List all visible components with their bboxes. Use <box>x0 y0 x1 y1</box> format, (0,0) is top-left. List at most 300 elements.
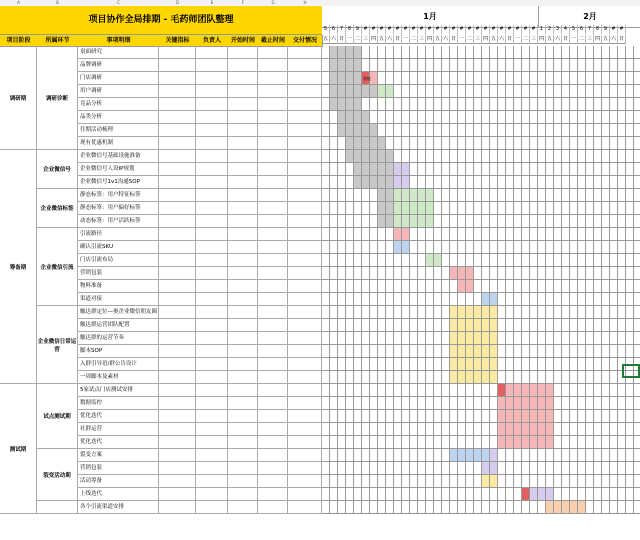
empty-cell[interactable] <box>288 501 322 514</box>
empty-cell[interactable] <box>196 215 228 228</box>
empty-cell[interactable] <box>228 176 258 189</box>
empty-cell[interactable] <box>196 488 228 501</box>
task-name[interactable]: 现有优惠机制 <box>78 137 159 150</box>
empty-cell[interactable] <box>258 280 288 293</box>
gantt-gridline <box>394 124 402 137</box>
empty-cell[interactable] <box>288 150 322 163</box>
empty-cell[interactable] <box>288 215 322 228</box>
task-name[interactable]: 裂变方案 <box>78 449 159 462</box>
gantt-gridline <box>426 475 434 488</box>
section-cell[interactable]: 试点测试期 <box>37 384 78 449</box>
gantt-gridline <box>330 293 338 306</box>
empty-cell[interactable] <box>196 111 228 124</box>
empty-cell[interactable] <box>196 384 228 397</box>
empty-cell[interactable] <box>228 137 258 150</box>
gantt-gridline <box>418 449 426 462</box>
empty-cell[interactable] <box>288 85 322 98</box>
empty-cell[interactable] <box>258 85 288 98</box>
header-0[interactable]: 项目阶段 <box>0 35 38 47</box>
empty-cell[interactable] <box>159 46 196 59</box>
empty-cell[interactable] <box>258 345 288 358</box>
empty-cell[interactable] <box>159 176 196 189</box>
empty-cell[interactable] <box>228 202 258 215</box>
empty-cell[interactable] <box>196 72 228 85</box>
empty-cell[interactable] <box>159 293 196 306</box>
gantt-gridline <box>338 228 346 241</box>
gantt-gridline <box>354 410 362 423</box>
gantt-gridline <box>530 85 538 98</box>
empty-cell[interactable] <box>196 410 228 423</box>
task-name[interactable]: 一周脚本及素材 <box>78 371 159 384</box>
task-name[interactable]: 入群引导语/群公告设计 <box>78 358 159 371</box>
gantt-gridline <box>626 176 634 189</box>
empty-cell[interactable] <box>288 345 322 358</box>
empty-cell[interactable] <box>196 462 228 475</box>
gantt-gridline <box>618 176 626 189</box>
empty-cell[interactable] <box>228 254 258 267</box>
empty-cell[interactable] <box>196 306 228 319</box>
empty-cell[interactable] <box>196 280 228 293</box>
empty-cell[interactable] <box>159 384 196 397</box>
gantt-gridline <box>466 267 474 280</box>
empty-cell[interactable] <box>228 358 258 371</box>
empty-cell[interactable] <box>288 241 322 254</box>
empty-cell[interactable] <box>228 501 258 514</box>
task-name[interactable]: 优化迭代 <box>78 436 159 449</box>
gantt-gridline <box>602 163 610 176</box>
gantt-gridline <box>538 111 546 124</box>
task-name[interactable]: 动态标签：用户活跃标签 <box>78 215 159 228</box>
empty-cell[interactable] <box>258 384 288 397</box>
gantt-gridline <box>418 72 426 85</box>
task-name[interactable]: 触达群运营团队配置 <box>78 319 159 332</box>
empty-cell[interactable] <box>159 215 196 228</box>
gantt-gridline <box>450 215 458 228</box>
task-name[interactable]: 触达群定位—奥企业微信朋友圈 <box>78 306 159 319</box>
task-name[interactable]: 用户调研 <box>78 85 159 98</box>
gantt-gridline <box>386 124 394 137</box>
empty-cell[interactable] <box>228 241 258 254</box>
column-letter-c[interactable]: C <box>78 0 160 6</box>
gantt-gridline <box>498 267 506 280</box>
empty-cell[interactable] <box>288 306 322 319</box>
task-name[interactable]: 企业微信号人设IP规划 <box>78 163 159 176</box>
gantt-gridline <box>386 241 394 254</box>
empty-cell[interactable] <box>228 189 258 202</box>
header-1[interactable]: 所属环节 <box>37 35 79 47</box>
column-letter-g[interactable]: G <box>258 0 289 6</box>
empty-cell[interactable] <box>258 397 288 410</box>
empty-cell[interactable] <box>159 59 196 72</box>
empty-cell[interactable] <box>258 488 288 501</box>
header-6[interactable]: 截止时间 <box>258 35 289 47</box>
empty-cell[interactable] <box>288 176 322 189</box>
empty-cell[interactable] <box>196 345 228 358</box>
empty-cell[interactable] <box>159 475 196 488</box>
empty-cell[interactable] <box>258 163 288 176</box>
gantt-gridline <box>554 397 562 410</box>
empty-cell[interactable] <box>258 254 288 267</box>
task-name[interactable]: 数据监控 <box>78 397 159 410</box>
task-name[interactable]: 上线迭代 <box>78 488 159 501</box>
empty-cell[interactable] <box>258 72 288 85</box>
empty-cell[interactable] <box>258 423 288 436</box>
gantt-gridline <box>626 150 634 163</box>
empty-cell[interactable] <box>228 488 258 501</box>
section-cell[interactable]: 调研诊断 <box>37 46 78 150</box>
empty-cell[interactable] <box>288 228 322 241</box>
empty-cell[interactable] <box>258 59 288 72</box>
header-5[interactable]: 开始时间 <box>228 35 259 47</box>
empty-cell[interactable] <box>258 449 288 462</box>
gantt-gridline <box>538 345 546 358</box>
empty-cell[interactable] <box>288 254 322 267</box>
column-letter-b[interactable]: B <box>37 0 79 6</box>
empty-cell[interactable] <box>258 267 288 280</box>
empty-cell[interactable] <box>228 462 258 475</box>
empty-cell[interactable] <box>228 475 258 488</box>
gantt-gridline <box>386 280 394 293</box>
column-letter-a[interactable]: A <box>0 0 38 6</box>
empty-cell[interactable] <box>258 98 288 111</box>
empty-cell[interactable] <box>258 215 288 228</box>
gantt-gridline <box>626 137 634 150</box>
section-cell[interactable]: 企业微信号 <box>37 150 78 189</box>
empty-cell[interactable] <box>288 436 322 449</box>
empty-cell[interactable] <box>159 280 196 293</box>
phase-cell[interactable]: 测试期 <box>0 384 37 514</box>
empty-cell[interactable] <box>228 111 258 124</box>
empty-cell[interactable] <box>258 410 288 423</box>
empty-cell[interactable] <box>159 85 196 98</box>
empty-cell[interactable] <box>159 254 196 267</box>
task-name[interactable]: 营销包装 <box>78 267 159 280</box>
task-name[interactable]: 桌面研究 <box>78 46 159 59</box>
empty-cell[interactable] <box>159 319 196 332</box>
empty-cell[interactable] <box>288 488 322 501</box>
empty-cell[interactable] <box>228 423 258 436</box>
gantt-gridline <box>402 215 410 228</box>
column-letter-f[interactable]: F <box>228 0 259 6</box>
gantt-gridline <box>346 98 354 111</box>
empty-cell[interactable] <box>159 410 196 423</box>
column-letter-h[interactable]: H <box>288 0 323 6</box>
empty-cell[interactable] <box>159 397 196 410</box>
empty-cell[interactable] <box>196 319 228 332</box>
weekday: 六 <box>554 36 560 42</box>
empty-cell[interactable] <box>288 280 322 293</box>
gantt-gridline <box>578 85 586 98</box>
empty-cell[interactable] <box>159 423 196 436</box>
empty-cell[interactable] <box>288 319 322 332</box>
empty-cell[interactable] <box>258 124 288 137</box>
empty-cell[interactable] <box>228 410 258 423</box>
gantt-gridline <box>522 475 530 488</box>
empty-cell[interactable] <box>159 124 196 137</box>
task-name[interactable]: 优化迭代 <box>78 410 159 423</box>
gantt-gridline <box>514 59 522 72</box>
empty-cell[interactable] <box>196 254 228 267</box>
empty-cell[interactable] <box>288 332 322 345</box>
empty-cell[interactable] <box>288 384 322 397</box>
column-letter-e[interactable]: E <box>196 0 229 6</box>
empty-cell[interactable] <box>228 306 258 319</box>
gantt-gridline <box>490 423 498 436</box>
empty-cell[interactable] <box>258 475 288 488</box>
empty-cell[interactable] <box>196 449 228 462</box>
empty-cell[interactable] <box>196 475 228 488</box>
empty-cell[interactable] <box>159 332 196 345</box>
task-name[interactable]: 营销包装 <box>78 462 159 475</box>
empty-cell[interactable] <box>159 202 196 215</box>
empty-cell[interactable] <box>288 124 322 137</box>
header-2[interactable]: 事项明细 <box>78 35 160 47</box>
empty-cell[interactable] <box>258 137 288 150</box>
gantt-gridline <box>570 319 578 332</box>
gantt-gridline <box>554 267 562 280</box>
empty-cell[interactable] <box>159 163 196 176</box>
empty-cell[interactable] <box>258 111 288 124</box>
empty-cell[interactable] <box>258 228 288 241</box>
empty-cell[interactable] <box>196 332 228 345</box>
empty-cell[interactable] <box>288 462 322 475</box>
empty-cell[interactable] <box>258 319 288 332</box>
task-name[interactable]: 门店引流布局 <box>78 254 159 267</box>
empty-cell[interactable] <box>288 137 322 150</box>
empty-cell[interactable] <box>159 449 196 462</box>
empty-cell[interactable] <box>258 332 288 345</box>
weekday: 一 <box>514 36 520 42</box>
empty-cell[interactable] <box>159 111 196 124</box>
gantt-gridline <box>434 176 442 189</box>
empty-cell[interactable] <box>159 72 196 85</box>
task-name[interactable]: 品类分析 <box>78 111 159 124</box>
empty-cell[interactable] <box>228 280 258 293</box>
section-cell[interactable]: 企业微信引流 <box>37 228 78 306</box>
gantt-gridline <box>370 163 378 176</box>
empty-cell[interactable] <box>159 98 196 111</box>
gantt-gridline <box>586 306 594 319</box>
empty-cell[interactable] <box>196 358 228 371</box>
selected-cell[interactable] <box>622 364 640 378</box>
empty-cell[interactable] <box>288 163 322 176</box>
empty-cell[interactable] <box>159 462 196 475</box>
empty-cell[interactable] <box>258 436 288 449</box>
gantt-gridline <box>434 59 442 72</box>
gantt-gridline <box>594 254 602 267</box>
task-name[interactable]: 企业微信号1v1沟通SOP <box>78 176 159 189</box>
empty-cell[interactable] <box>258 150 288 163</box>
empty-cell[interactable] <box>258 371 288 384</box>
empty-cell[interactable] <box>196 423 228 436</box>
gantt-gridline <box>386 111 394 124</box>
empty-cell[interactable] <box>288 293 322 306</box>
empty-cell[interactable] <box>288 98 322 111</box>
empty-cell[interactable] <box>288 267 322 280</box>
task-name[interactable]: 5家试点门店测试安排 <box>78 384 159 397</box>
task-name[interactable]: 渠道对接 <box>78 293 159 306</box>
task-name[interactable]: 社群运营 <box>78 423 159 436</box>
empty-cell[interactable] <box>196 59 228 72</box>
gantt-gridline <box>386 150 394 163</box>
empty-cell[interactable] <box>228 150 258 163</box>
empty-cell[interactable] <box>196 228 228 241</box>
empty-cell[interactable] <box>258 501 288 514</box>
empty-cell[interactable] <box>228 98 258 111</box>
empty-cell[interactable] <box>228 267 258 280</box>
empty-cell[interactable] <box>258 189 288 202</box>
empty-cell[interactable] <box>196 241 228 254</box>
empty-cell[interactable] <box>288 423 322 436</box>
empty-cell[interactable] <box>196 189 228 202</box>
task-name[interactable]: 活动筹备 <box>78 475 159 488</box>
empty-cell[interactable] <box>196 436 228 449</box>
section-cell[interactable] <box>37 501 78 514</box>
empty-cell[interactable] <box>288 189 322 202</box>
task-name[interactable]: 物料准备 <box>78 280 159 293</box>
header-4[interactable]: 负责人 <box>196 35 229 47</box>
empty-cell[interactable] <box>159 228 196 241</box>
empty-cell[interactable] <box>288 410 322 423</box>
empty-cell[interactable] <box>288 358 322 371</box>
empty-cell[interactable] <box>196 176 228 189</box>
header-3[interactable]: 关键指标 <box>159 35 197 47</box>
empty-cell[interactable] <box>258 241 288 254</box>
gantt-gridline <box>570 111 578 124</box>
empty-cell[interactable] <box>228 59 258 72</box>
empty-cell[interactable] <box>228 371 258 384</box>
empty-cell[interactable] <box>159 345 196 358</box>
empty-cell[interactable] <box>196 293 228 306</box>
empty-cell[interactable] <box>228 319 258 332</box>
section-cell[interactable]: 裂变活动期 <box>37 449 78 501</box>
empty-cell[interactable] <box>288 202 322 215</box>
empty-cell[interactable] <box>228 436 258 449</box>
empty-cell[interactable] <box>228 332 258 345</box>
gantt-gridline <box>626 163 634 176</box>
task-name[interactable]: 品牌调研 <box>78 59 159 72</box>
gantt-gridline <box>578 345 586 358</box>
empty-cell[interactable] <box>258 202 288 215</box>
empty-cell[interactable] <box>258 293 288 306</box>
empty-cell[interactable] <box>159 488 196 501</box>
task-name[interactable]: 往期活动梳理 <box>78 124 159 137</box>
empty-cell[interactable] <box>159 306 196 319</box>
header-7[interactable]: 交付情况 <box>288 35 323 47</box>
gantt-gridline <box>570 501 578 514</box>
empty-cell[interactable] <box>228 215 258 228</box>
empty-cell[interactable] <box>159 150 196 163</box>
empty-cell[interactable] <box>159 267 196 280</box>
empty-cell[interactable] <box>228 345 258 358</box>
empty-cell[interactable] <box>228 163 258 176</box>
empty-cell[interactable] <box>228 397 258 410</box>
task-name[interactable]: 确认引流SKU <box>78 241 159 254</box>
empty-cell[interactable] <box>288 397 322 410</box>
empty-cell[interactable] <box>228 384 258 397</box>
gantt-gridline <box>394 241 402 254</box>
empty-cell[interactable] <box>288 475 322 488</box>
gantt-gridline <box>466 228 474 241</box>
task-name[interactable]: 各个引流渠道安排 <box>78 501 159 514</box>
empty-cell[interactable] <box>228 85 258 98</box>
empty-cell[interactable] <box>228 449 258 462</box>
empty-cell[interactable] <box>159 371 196 384</box>
task-name[interactable]: 脚本SOP <box>78 345 159 358</box>
gantt-gridline <box>498 241 506 254</box>
empty-cell[interactable] <box>258 46 288 59</box>
empty-cell[interactable] <box>196 501 228 514</box>
empty-cell[interactable] <box>228 124 258 137</box>
phase-cell[interactable]: 调研期 <box>0 46 37 150</box>
gantt-gridline <box>346 345 354 358</box>
empty-cell[interactable] <box>228 228 258 241</box>
task-name[interactable]: 竞品分析 <box>78 98 159 111</box>
task-name[interactable]: 门店调研 <box>78 72 159 85</box>
empty-cell[interactable] <box>159 436 196 449</box>
empty-cell[interactable] <box>196 98 228 111</box>
empty-cell[interactable] <box>288 371 322 384</box>
empty-cell[interactable] <box>288 72 322 85</box>
empty-cell[interactable] <box>196 371 228 384</box>
empty-cell[interactable] <box>196 267 228 280</box>
empty-cell[interactable] <box>159 137 196 150</box>
gantt-gridline <box>586 501 594 514</box>
empty-cell[interactable] <box>228 46 258 59</box>
gantt-gridline <box>530 241 538 254</box>
empty-cell[interactable] <box>196 85 228 98</box>
empty-cell[interactable] <box>196 397 228 410</box>
empty-cell[interactable] <box>258 176 288 189</box>
empty-cell[interactable] <box>159 358 196 371</box>
gantt-gridline <box>450 59 458 72</box>
day-number: 9 <box>354 25 362 34</box>
empty-cell[interactable] <box>258 358 288 371</box>
section-cell[interactable]: 企业微信日常运营 <box>37 306 78 384</box>
empty-cell[interactable] <box>196 46 228 59</box>
task-name[interactable]: 静态标签：用户偏好标签 <box>78 202 159 215</box>
empty-cell[interactable] <box>288 111 322 124</box>
empty-cell[interactable] <box>258 306 288 319</box>
empty-cell[interactable] <box>196 202 228 215</box>
phase-cell[interactable]: 筹备期 <box>0 150 37 384</box>
task-name[interactable]: 静态标签：用户特征标签 <box>78 189 159 202</box>
empty-cell[interactable] <box>196 124 228 137</box>
gantt-gridline <box>506 436 514 449</box>
task-name[interactable]: 引流路径 <box>78 228 159 241</box>
empty-cell[interactable] <box>228 293 258 306</box>
empty-cell[interactable] <box>228 72 258 85</box>
empty-cell[interactable] <box>196 150 228 163</box>
empty-cell[interactable] <box>288 59 322 72</box>
empty-cell[interactable] <box>288 449 322 462</box>
empty-cell[interactable] <box>159 241 196 254</box>
gantt-gridline <box>322 59 330 72</box>
task-name[interactable]: 企业微信号基础设施准备 <box>78 150 159 163</box>
section-cell[interactable]: 企业微信标签 <box>37 189 78 228</box>
empty-cell[interactable] <box>159 501 196 514</box>
column-letter-d[interactable]: D <box>159 0 197 6</box>
task-name[interactable]: 触达群的运营节奏 <box>78 332 159 345</box>
gantt-gridline <box>330 98 338 111</box>
gantt-gridline <box>466 384 474 397</box>
empty-cell[interactable] <box>288 46 322 59</box>
empty-cell[interactable] <box>159 189 196 202</box>
gantt-gridline <box>386 306 394 319</box>
empty-cell[interactable] <box>196 137 228 150</box>
empty-cell[interactable] <box>258 462 288 475</box>
empty-cell[interactable] <box>196 163 228 176</box>
